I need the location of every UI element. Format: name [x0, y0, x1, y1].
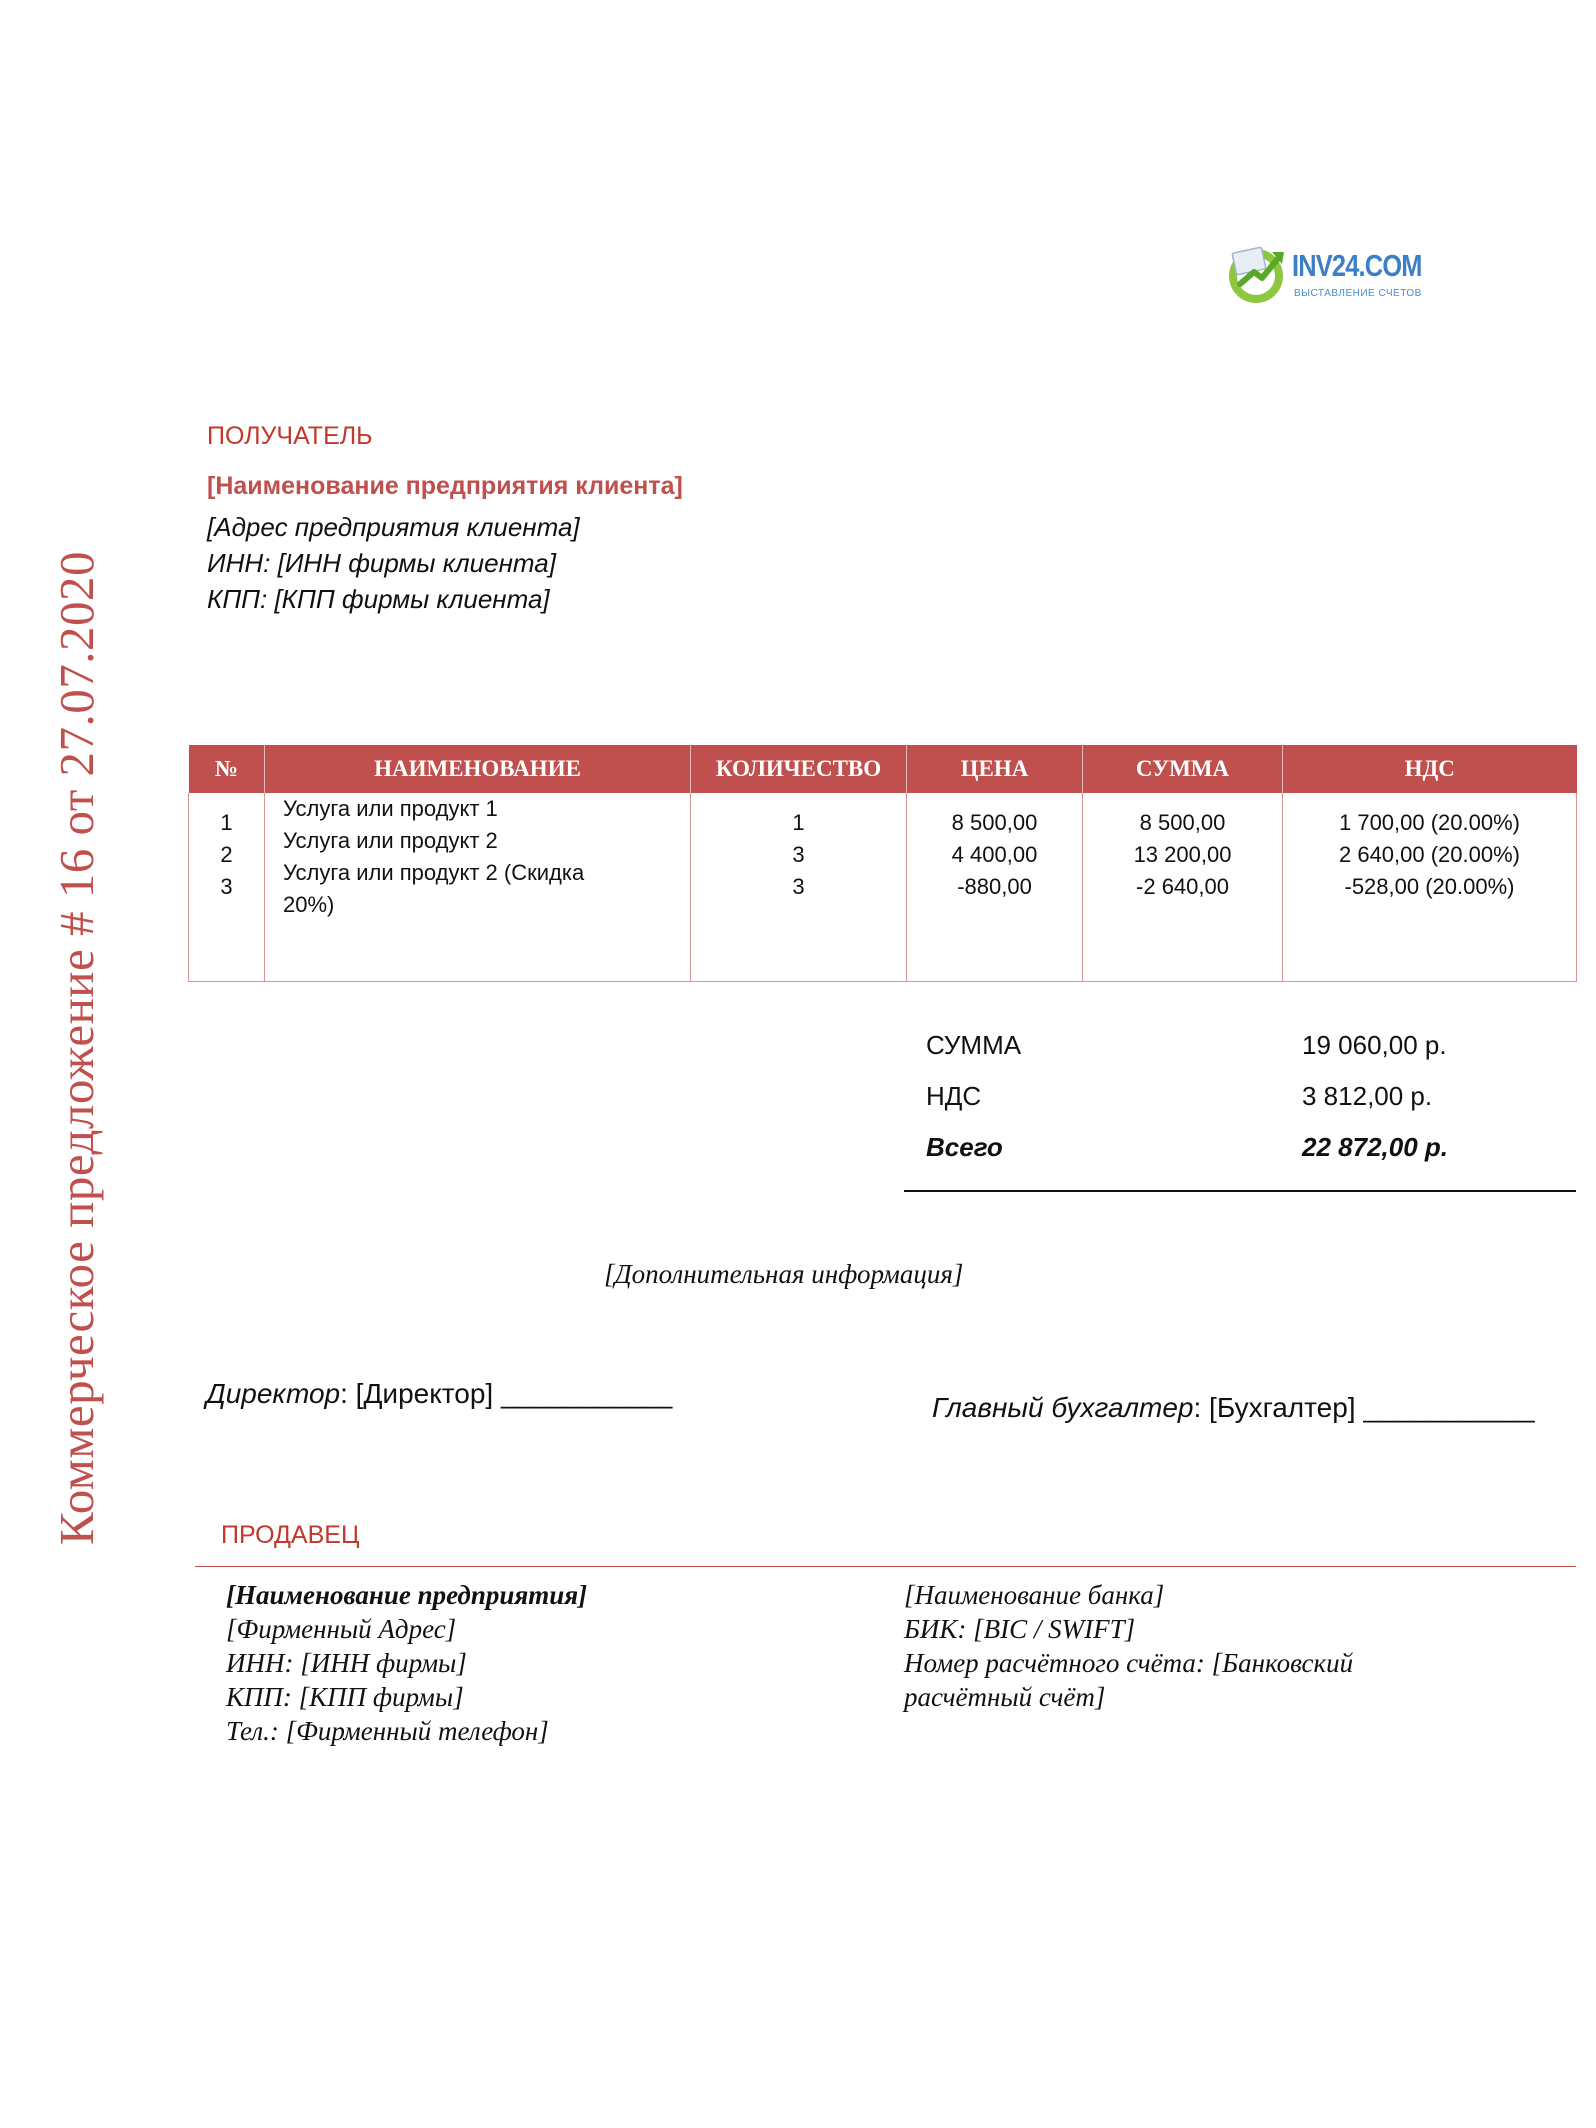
seller-account-continued: расчётный счёт]: [904, 1682, 1106, 1712]
logo-icon: [1224, 240, 1290, 306]
row-number: 2: [220, 842, 233, 867]
cell-prices: [907, 793, 1083, 982]
column-header-quantity: КОЛИЧЕСТВО: [691, 745, 907, 793]
row-number: 1: [220, 810, 233, 835]
additional-info: [Дополнительная информация]: [604, 1259, 964, 1289]
totals-grand-value: 22 872,00 р.: [1302, 1132, 1448, 1162]
seller-bank-block: [904, 1578, 1353, 1714]
row-vat: 1 700,00 (20.00%): [1338, 810, 1521, 835]
column-header-number: №: [189, 745, 265, 793]
row-name-continued: 20%): [283, 892, 335, 917]
items-table: [188, 745, 1577, 982]
recipient-inn: ИНН: [ИНН фирмы клиента]: [207, 548, 556, 578]
row-name: Услуга или продукт 2: [283, 828, 498, 853]
row-vat: -528,00 (20.00%): [1344, 874, 1515, 899]
totals-grand-label: Всего: [926, 1132, 1003, 1162]
seller-bank-name: [Наименование банка]: [904, 1580, 1165, 1610]
seller-divider: [195, 1566, 1576, 1567]
row-vat: 2 640,00 (20.00%): [1338, 842, 1521, 867]
seller-name: [Наименование предприятия]: [226, 1580, 588, 1610]
recipient-address: [Адрес предприятия клиента]: [207, 512, 580, 542]
recipient-label: ПОЛУЧАТЕЛЬ: [207, 422, 373, 450]
logo-brand: INV24.COM: [1292, 248, 1422, 283]
logo-tagline: ВЫСТАВЛЕНИЕ СЧЕТОВ: [1294, 288, 1422, 299]
cell-vats: [1283, 793, 1577, 982]
recipient-kpp: КПП: [КПП фирмы клиента]: [207, 584, 550, 614]
seller-kpp: КПП: [КПП фирмы]: [226, 1682, 464, 1712]
row-name: Услуга или продукт 1: [283, 796, 498, 821]
totals-vat-value: 3 812,00 р.: [1302, 1081, 1433, 1111]
seller-account: Номер расчётного счёта: [Банковский: [904, 1648, 1354, 1678]
seller-address: [Фирменный Адрес]: [226, 1614, 457, 1644]
column-header-price: ЦЕНА: [907, 745, 1083, 793]
table-header-row: [189, 745, 1577, 793]
totals-sum-value: 19 060,00 р.: [1302, 1030, 1447, 1060]
row-price: 4 400,00: [951, 842, 1038, 867]
table-row: [189, 793, 1577, 982]
accountant-value: : [Бухгалтер] ___________: [1193, 1392, 1535, 1423]
director-signature: [206, 1378, 672, 1410]
company-logo: [1224, 240, 1424, 310]
accountant-signature: [932, 1392, 1535, 1424]
cell-sums: [1083, 793, 1283, 982]
row-price: 8 500,00: [951, 810, 1038, 835]
row-price: -880,00: [957, 874, 1032, 899]
seller-label: ПРОДАВЕЦ: [221, 1521, 360, 1549]
seller-inn: ИНН: [ИНН фирмы]: [226, 1648, 467, 1678]
seller-left-block: [226, 1578, 587, 1748]
row-sum: -2 640,00: [1136, 874, 1229, 899]
row-quantity: 3: [792, 842, 805, 867]
row-quantity: 3: [792, 874, 805, 899]
cell-names: [265, 793, 691, 982]
column-header-sum: СУММА: [1083, 745, 1283, 793]
seller-bik: БИК: [BIC / SWIFT]: [904, 1614, 1136, 1644]
totals-underline: [904, 1190, 1576, 1192]
column-header-vat: НДС: [1283, 745, 1577, 793]
row-quantity: 1: [792, 810, 805, 835]
document-title-vertical: Коммерческое предложение # 16 от 27.07.2020: [49, 550, 104, 1545]
row-number: 3: [220, 874, 233, 899]
cell-quantities: [691, 793, 907, 982]
column-header-name: НАИМЕНОВАНИЕ: [265, 745, 691, 793]
seller-phone: Тел.: [Фирменный телефон]: [226, 1716, 549, 1746]
row-sum: 8 500,00: [1139, 810, 1226, 835]
recipient-name: [Наименование предприятия клиента]: [207, 472, 683, 500]
accountant-label: Главный бухгалтер: [932, 1392, 1194, 1423]
cell-numbers: [189, 793, 265, 982]
totals-sum-label: СУММА: [926, 1030, 1022, 1060]
director-value: : [Директор] ___________: [340, 1378, 673, 1409]
row-name: Услуга или продукт 2 (Скидка: [283, 860, 585, 885]
director-label: Директор: [206, 1378, 341, 1409]
totals-vat-label: НДС: [926, 1081, 982, 1111]
row-sum: 13 200,00: [1133, 842, 1232, 867]
